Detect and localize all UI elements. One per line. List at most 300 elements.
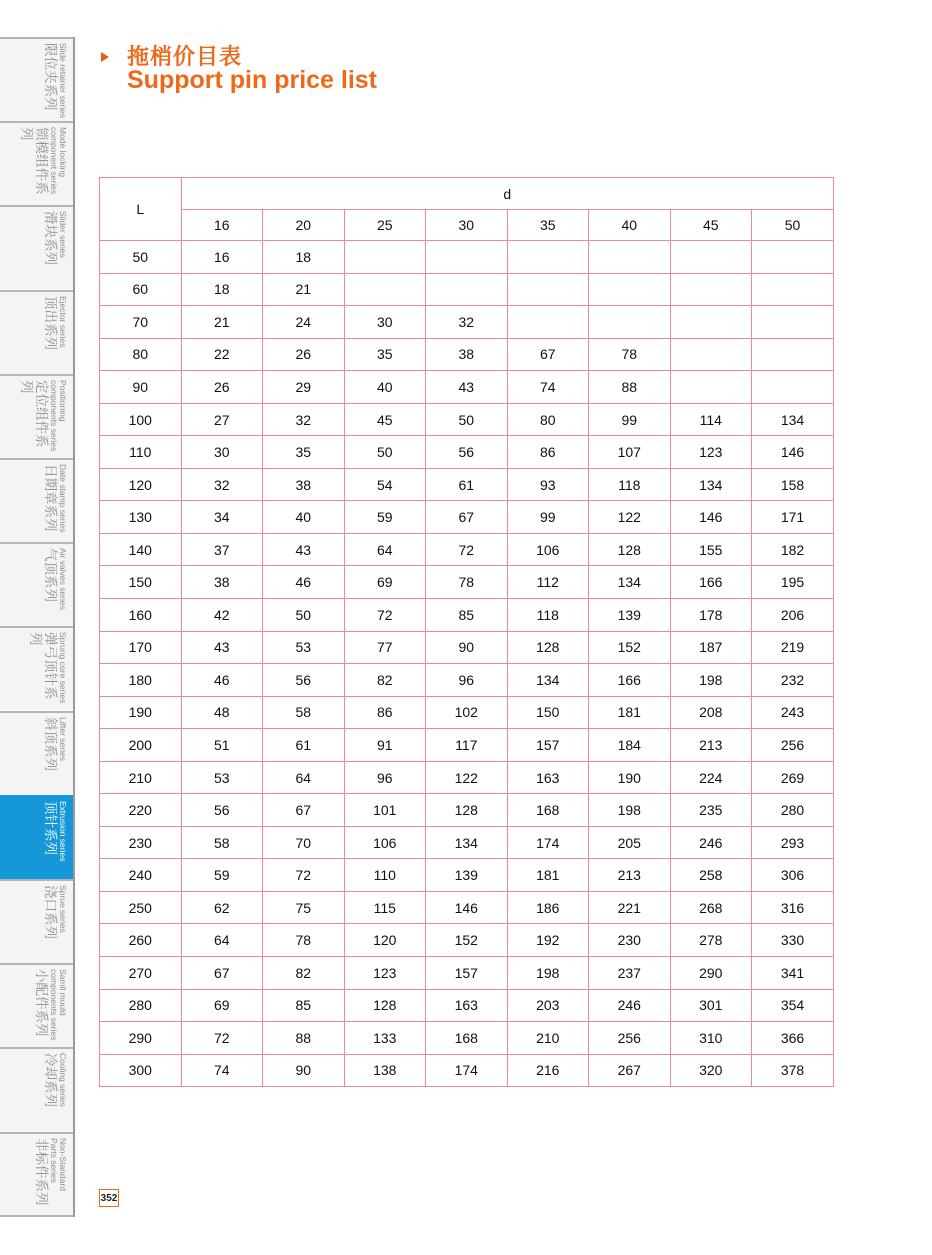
- price-cell: 190: [589, 761, 671, 794]
- sidebar-item-label-group: [0, 713, 73, 795]
- price-cell: 78: [589, 338, 671, 371]
- price-cell: 59: [181, 859, 263, 892]
- sidebar-item-label-group: [0, 544, 73, 626]
- price-cell: 158: [752, 468, 834, 501]
- price-cell: 310: [670, 1022, 752, 1055]
- price-cell: 64: [263, 761, 345, 794]
- sidebar-item-label-group: [0, 123, 73, 205]
- price-cell: 26: [181, 371, 263, 404]
- price-cell: 134: [426, 826, 508, 859]
- sidebar-item-3[interactable]: [0, 290, 73, 374]
- price-cell: 195: [752, 566, 834, 599]
- col-header-d: 45: [670, 210, 752, 241]
- price-cell: 246: [670, 826, 752, 859]
- sidebar-item-2[interactable]: [0, 205, 73, 289]
- price-cell: 96: [344, 761, 426, 794]
- price-cell: 34: [181, 501, 263, 534]
- row-length-cell: 180: [100, 664, 182, 697]
- price-cell: 99: [507, 501, 589, 534]
- price-cell: 293: [752, 826, 834, 859]
- price-cell: 64: [181, 924, 263, 957]
- price-cell: 187: [670, 631, 752, 664]
- price-cell: 42: [181, 599, 263, 632]
- price-cell: [670, 273, 752, 306]
- price-cell: 341: [752, 957, 834, 990]
- price-cell: 122: [426, 761, 508, 794]
- price-cell: 53: [263, 631, 345, 664]
- row-length-cell: 110: [100, 436, 182, 469]
- price-cell: [752, 338, 834, 371]
- price-cell: 198: [589, 794, 671, 827]
- col-header-d: 25: [344, 210, 426, 241]
- price-cell: 59: [344, 501, 426, 534]
- price-cell: 46: [181, 664, 263, 697]
- sidebar-item-en-label: Date stamp series: [58, 464, 68, 533]
- price-cell: 146: [670, 501, 752, 534]
- price-cell: 301: [670, 989, 752, 1022]
- price-cell: 166: [589, 664, 671, 697]
- table-row: [100, 957, 834, 990]
- row-length-cell: 140: [100, 533, 182, 566]
- price-cell: 78: [426, 566, 508, 599]
- sidebar-item-zh-label: 弹弓顶针系列: [27, 632, 58, 700]
- price-cell: 256: [589, 1022, 671, 1055]
- price-cell: 243: [752, 696, 834, 729]
- sidebar-item-4[interactable]: [0, 374, 73, 458]
- price-cell: [670, 306, 752, 339]
- price-cell: 146: [752, 436, 834, 469]
- price-cell: 163: [426, 989, 508, 1022]
- price-cell: 152: [426, 924, 508, 957]
- sidebar-item-1[interactable]: [0, 121, 73, 205]
- price-cell: 106: [344, 826, 426, 859]
- row-length-cell: 300: [100, 1054, 182, 1087]
- price-cell: 69: [181, 989, 263, 1022]
- price-cell: 139: [426, 859, 508, 892]
- price-cell: 56: [181, 794, 263, 827]
- price-cell: 174: [507, 826, 589, 859]
- table-row: [100, 631, 834, 664]
- price-cell: 61: [426, 468, 508, 501]
- price-cell: 26: [263, 338, 345, 371]
- sidebar-item-en-label: Ejector series: [58, 295, 68, 348]
- row-length-cell: 50: [100, 241, 182, 274]
- sidebar-item-12[interactable]: [0, 1047, 73, 1131]
- price-cell: 128: [344, 989, 426, 1022]
- price-cell: 32: [263, 403, 345, 436]
- sidebar-item-label-group: [0, 965, 73, 1047]
- price-cell: 21: [181, 306, 263, 339]
- price-cell: 67: [263, 794, 345, 827]
- price-cell: 163: [507, 761, 589, 794]
- price-cell: 82: [344, 664, 426, 697]
- sidebar-item-label-group: [0, 797, 73, 879]
- price-cell: 18: [181, 273, 263, 306]
- sidebar-item-en-label: Cooling series: [58, 1053, 68, 1108]
- price-cell: 21: [263, 273, 345, 306]
- price-cell: 74: [181, 1054, 263, 1087]
- price-cell: [344, 241, 426, 274]
- price-cell: 157: [507, 729, 589, 762]
- price-cell: 86: [507, 436, 589, 469]
- sidebar-item-en-label: Air valves series: [58, 548, 68, 611]
- price-cell: 117: [426, 729, 508, 762]
- row-header-l: L: [100, 178, 182, 241]
- sidebar-item-label-group: [0, 376, 73, 458]
- table-row: [100, 273, 834, 306]
- price-cell: [752, 371, 834, 404]
- price-cell: 85: [426, 599, 508, 632]
- price-cell: 206: [752, 599, 834, 632]
- sidebar-item-6[interactable]: [0, 542, 73, 626]
- price-cell: 50: [426, 403, 508, 436]
- price-cell: 146: [426, 891, 508, 924]
- price-cell: 216: [507, 1054, 589, 1087]
- price-cell: 134: [752, 403, 834, 436]
- price-cell: 134: [507, 664, 589, 697]
- sidebar-item-zh-label: 锁模组件系列: [18, 127, 49, 195]
- price-cell: [426, 273, 508, 306]
- price-cell: 118: [589, 468, 671, 501]
- table-row: [100, 761, 834, 794]
- price-cell: 114: [670, 403, 752, 436]
- row-length-cell: 220: [100, 794, 182, 827]
- row-length-cell: 70: [100, 306, 182, 339]
- sidebar-item-zh-label: 冷却系列: [42, 1053, 58, 1108]
- sidebar-item-label-group: [0, 460, 73, 542]
- col-header-d: 30: [426, 210, 508, 241]
- sidebar-item-zh-label: 限位夹系列: [42, 43, 58, 111]
- sidebar-item-0[interactable]: [0, 37, 73, 121]
- row-length-cell: 230: [100, 826, 182, 859]
- price-cell: 110: [344, 859, 426, 892]
- price-cell: 48: [181, 696, 263, 729]
- price-cell: [589, 306, 671, 339]
- col-header-d: 40: [589, 210, 671, 241]
- row-length-cell: 260: [100, 924, 182, 957]
- price-cell: 88: [263, 1022, 345, 1055]
- col-header-d: 35: [507, 210, 589, 241]
- sidebar-item-label-group: [0, 628, 73, 710]
- sidebar-item-label-group: [0, 292, 73, 374]
- price-cell: 61: [263, 729, 345, 762]
- price-cell: 67: [181, 957, 263, 990]
- col-header-d: 16: [181, 210, 263, 241]
- price-cell: 198: [507, 957, 589, 990]
- price-cell: 213: [670, 729, 752, 762]
- price-cell: 174: [426, 1054, 508, 1087]
- price-cell: 330: [752, 924, 834, 957]
- price-cell: 366: [752, 1022, 834, 1055]
- sidebar-item-9[interactable]: [0, 795, 73, 879]
- price-cell: 32: [181, 468, 263, 501]
- price-cell: 178: [670, 599, 752, 632]
- row-length-cell: 280: [100, 989, 182, 1022]
- sidebar-item-13[interactable]: [0, 1132, 73, 1216]
- sidebar-item-zh-label: 日期章系列: [42, 464, 58, 532]
- col-header-d: 50: [752, 210, 834, 241]
- price-cell: 72: [181, 1022, 263, 1055]
- price-cell: 235: [670, 794, 752, 827]
- title-arrow-icon: [101, 52, 109, 62]
- price-cell: 128: [426, 794, 508, 827]
- price-cell: 50: [263, 599, 345, 632]
- price-cell: 106: [507, 533, 589, 566]
- price-cell: 316: [752, 891, 834, 924]
- price-cell: 138: [344, 1054, 426, 1087]
- price-cell: 99: [589, 403, 671, 436]
- price-cell: 152: [589, 631, 671, 664]
- price-cell: 62: [181, 891, 263, 924]
- table-row: [100, 989, 834, 1022]
- price-cell: 58: [263, 696, 345, 729]
- price-cell: 230: [589, 924, 671, 957]
- table-row: [100, 436, 834, 469]
- price-cell: 40: [263, 501, 345, 534]
- price-cell: [426, 241, 508, 274]
- price-cell: 18: [263, 241, 345, 274]
- price-cell: 210: [507, 1022, 589, 1055]
- price-cell: 30: [181, 436, 263, 469]
- sidebar-item-zh-label: 斜顶系列: [42, 716, 58, 771]
- price-cell: 237: [589, 957, 671, 990]
- price-cell: [752, 241, 834, 274]
- price-cell: 85: [263, 989, 345, 1022]
- sidebar-item-zh-label: 非标件系列: [33, 1137, 49, 1206]
- price-cell: 56: [426, 436, 508, 469]
- price-cell: 45: [344, 403, 426, 436]
- sidebar-item-zh-label: 气顶系列: [42, 548, 58, 603]
- table-row: [100, 729, 834, 762]
- price-cell: 43: [426, 371, 508, 404]
- price-cell: 166: [670, 566, 752, 599]
- price-cell: 72: [263, 859, 345, 892]
- price-cell: 51: [181, 729, 263, 762]
- sidebar-item-zh-label: 小配件系列: [33, 969, 49, 1037]
- price-cell: 219: [752, 631, 834, 664]
- price-cell: 80: [507, 403, 589, 436]
- price-cell: 64: [344, 533, 426, 566]
- row-length-cell: 60: [100, 273, 182, 306]
- price-cell: 72: [344, 599, 426, 632]
- price-cell: 192: [507, 924, 589, 957]
- row-length-cell: 270: [100, 957, 182, 990]
- sidebar-item-en-label: Positioning components series: [49, 379, 68, 452]
- price-cell: 112: [507, 566, 589, 599]
- price-cell: 118: [507, 599, 589, 632]
- table-row: [100, 599, 834, 632]
- price-cell: 93: [507, 468, 589, 501]
- sidebar-item-en-label: Sprue series: [58, 885, 68, 933]
- table-row: [100, 696, 834, 729]
- price-cell: 78: [263, 924, 345, 957]
- price-cell: 128: [589, 533, 671, 566]
- price-table: [99, 177, 834, 1087]
- page-number: 352: [99, 1189, 119, 1207]
- col-header-d: 20: [263, 210, 345, 241]
- sidebar-item-en-label: Samll mould components series: [49, 969, 68, 1041]
- price-cell: 290: [670, 957, 752, 990]
- row-length-cell: 170: [100, 631, 182, 664]
- price-cell: 75: [263, 891, 345, 924]
- sidebar-item-en-label: Mode locking component series: [49, 127, 68, 195]
- sidebar-item-zh-label: 滑块系列: [42, 211, 58, 266]
- table-row: [100, 664, 834, 697]
- sidebar-item-en-label: Slide retainer series: [58, 43, 68, 119]
- row-length-cell: 190: [100, 696, 182, 729]
- price-cell: 74: [507, 371, 589, 404]
- sidebar-item-11[interactable]: [0, 963, 73, 1047]
- price-cell: [752, 306, 834, 339]
- row-length-cell: 250: [100, 891, 182, 924]
- price-cell: 133: [344, 1022, 426, 1055]
- price-cell: 181: [507, 859, 589, 892]
- price-cell: 67: [507, 338, 589, 371]
- price-cell: 22: [181, 338, 263, 371]
- sidebar-item-label-group: [0, 207, 73, 289]
- price-cell: 27: [181, 403, 263, 436]
- price-cell: 37: [181, 533, 263, 566]
- price-cell: 168: [507, 794, 589, 827]
- table-row: [100, 566, 834, 599]
- price-cell: 30: [344, 306, 426, 339]
- price-cell: 58: [181, 826, 263, 859]
- price-cell: 232: [752, 664, 834, 697]
- table-row: [100, 924, 834, 957]
- sidebar-item-10[interactable]: [0, 879, 73, 963]
- price-cell: 224: [670, 761, 752, 794]
- sidebar-item-label-group: [0, 1134, 73, 1216]
- price-cell: 258: [670, 859, 752, 892]
- row-length-cell: 200: [100, 729, 182, 762]
- price-cell: 67: [426, 501, 508, 534]
- price-cell: 16: [181, 241, 263, 274]
- price-cell: 123: [670, 436, 752, 469]
- sidebar-nav: [0, 37, 75, 1217]
- price-cell: [589, 241, 671, 274]
- price-cell: [752, 273, 834, 306]
- price-cell: 378: [752, 1054, 834, 1087]
- price-cell: 150: [507, 696, 589, 729]
- price-cell: 90: [263, 1054, 345, 1087]
- table-row: [100, 1054, 834, 1087]
- price-cell: 155: [670, 533, 752, 566]
- sidebar-item-7[interactable]: [0, 626, 73, 710]
- row-length-cell: 100: [100, 403, 182, 436]
- price-cell: 171: [752, 501, 834, 534]
- sidebar-item-zh-label: 顶针系列: [42, 800, 58, 855]
- price-cell: 101: [344, 794, 426, 827]
- price-cell: 107: [589, 436, 671, 469]
- price-cell: [670, 338, 752, 371]
- table-row: [100, 468, 834, 501]
- price-cell: 54: [344, 468, 426, 501]
- row-length-cell: 240: [100, 859, 182, 892]
- price-cell: 29: [263, 371, 345, 404]
- table-row: [100, 403, 834, 436]
- sidebar-item-label-group: [0, 39, 73, 121]
- table-row: [100, 241, 834, 274]
- price-cell: 134: [670, 468, 752, 501]
- price-cell: 53: [181, 761, 263, 794]
- price-cell: 38: [426, 338, 508, 371]
- price-cell: 268: [670, 891, 752, 924]
- price-cell: 69: [344, 566, 426, 599]
- row-length-cell: 90: [100, 371, 182, 404]
- price-cell: 354: [752, 989, 834, 1022]
- price-cell: 221: [589, 891, 671, 924]
- sidebar-item-5[interactable]: [0, 458, 73, 542]
- price-cell: 280: [752, 794, 834, 827]
- price-cell: 120: [344, 924, 426, 957]
- table-row: [100, 794, 834, 827]
- table-row: [100, 338, 834, 371]
- table-row: [100, 891, 834, 924]
- price-cell: 256: [752, 729, 834, 762]
- sidebar-item-8[interactable]: [0, 711, 73, 795]
- price-cell: 46: [263, 566, 345, 599]
- price-cell: 50: [344, 436, 426, 469]
- price-cell: 82: [263, 957, 345, 990]
- price-cell: 184: [589, 729, 671, 762]
- page-title-zh: 拖梢价目表: [127, 45, 243, 70]
- table-row: [100, 501, 834, 534]
- sidebar-bottom-divider: [0, 1215, 73, 1217]
- price-cell: 32: [426, 306, 508, 339]
- price-cell: 35: [344, 338, 426, 371]
- col-group-header-d: d: [181, 178, 834, 210]
- price-cell: 205: [589, 826, 671, 859]
- sidebar-item-zh-label: 浇口系列: [42, 885, 58, 939]
- price-cell: 43: [181, 631, 263, 664]
- sidebar-item-en-label: Extrusion series: [58, 800, 68, 862]
- row-length-cell: 210: [100, 761, 182, 794]
- price-cell: 128: [507, 631, 589, 664]
- price-cell: 38: [263, 468, 345, 501]
- price-cell: 86: [344, 696, 426, 729]
- price-cell: 157: [426, 957, 508, 990]
- price-cell: 213: [589, 859, 671, 892]
- price-cell: 181: [589, 696, 671, 729]
- price-cell: 72: [426, 533, 508, 566]
- sidebar-item-en-label: Slider series: [58, 211, 68, 259]
- price-cell: 168: [426, 1022, 508, 1055]
- price-cell: 269: [752, 761, 834, 794]
- price-cell: 43: [263, 533, 345, 566]
- price-cell: 40: [344, 371, 426, 404]
- price-cell: 134: [589, 566, 671, 599]
- price-cell: 139: [589, 599, 671, 632]
- price-cell: 267: [589, 1054, 671, 1087]
- price-cell: 102: [426, 696, 508, 729]
- price-cell: 186: [507, 891, 589, 924]
- table-row: [100, 859, 834, 892]
- sidebar-item-label-group: [0, 1049, 73, 1131]
- price-cell: 115: [344, 891, 426, 924]
- sidebar-item-label-group: [0, 881, 73, 963]
- price-cell: [507, 273, 589, 306]
- price-cell: 320: [670, 1054, 752, 1087]
- row-length-cell: 150: [100, 566, 182, 599]
- row-length-cell: 290: [100, 1022, 182, 1055]
- price-cell: 203: [507, 989, 589, 1022]
- price-cell: 96: [426, 664, 508, 697]
- price-cell: [344, 273, 426, 306]
- price-cell: 306: [752, 859, 834, 892]
- price-cell: [670, 371, 752, 404]
- price-cell: 123: [344, 957, 426, 990]
- table-row: [100, 1022, 834, 1055]
